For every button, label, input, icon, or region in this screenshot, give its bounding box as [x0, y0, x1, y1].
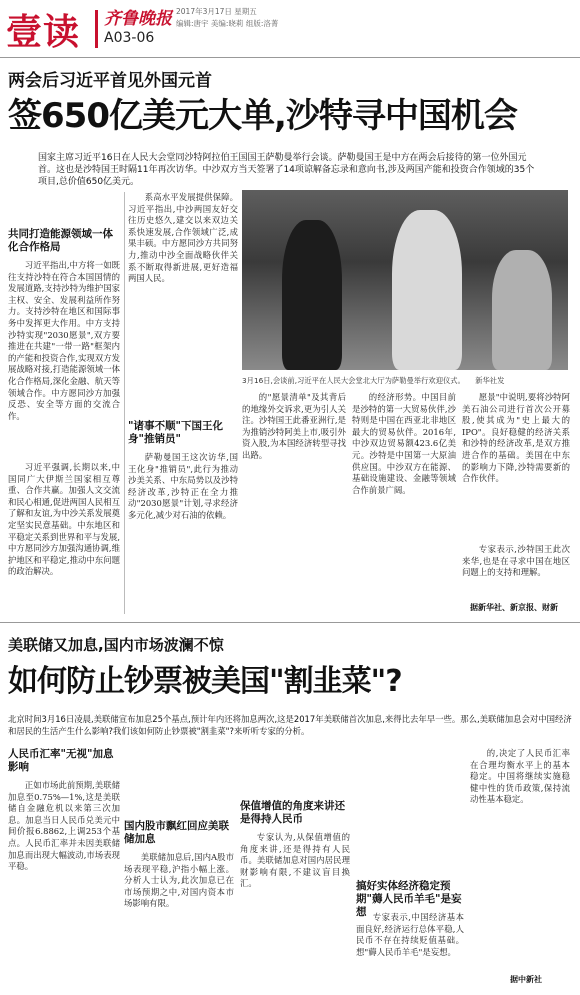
masthead-divider: [95, 10, 98, 48]
masthead-rule: [0, 57, 580, 58]
article2-subhead-stocks: 国内股市飘红回应美联储加息: [124, 820, 229, 845]
article1-lead: 国家主席习近平16日在人民大会堂同沙特阿拉伯王国国王萨勒曼举行会谈。萨勒曼国王是中方在两会后接待的第一位外国元首。这也是沙特国王时隔11年再次访华。中沙双方当天签署了14项谅解备忘录和意向书,涉及两国产能和投资合作领域的35个项目,总价值650亿美元。: [38, 153, 535, 187]
article2-column-2: 美联储加息后,国内A股市场表现平稳,沪指小幅上涨。分析人士认为,此次加息已在市场预期之中,对国内资本市场影响有限。: [124, 852, 234, 909]
article2-column-5: 的,决定了人民币汇率在合理均衡水平上的基本稳定。中国将继续实施稳健中性的货币政策,保持流动性基本稳定。: [470, 748, 570, 805]
editor-credits: 编辑:唐宇 美编:晓莉 组版:洛菁: [176, 19, 279, 28]
article2-column-4: 专家表示,中国经济基本面良好,经济运行总体平稳,人民币不存在持续贬值基础。想"薅人民币羊毛"是妄想。: [356, 912, 464, 957]
article1-source-credit: 据新华社、新京报、财新: [470, 603, 558, 612]
article2-lead: 北京时间3月16日凌晨,美联储宣布加息25个基点,预计年内还将加息两次,这是2017年美联储首次加息,来得比去年早一些。那么,美联储加息会对中国经济和居民的生活产生什么影响?我们该如何防止钞票被"割韭菜"?来听听专家的分析。: [8, 714, 572, 736]
article-divider: [0, 622, 580, 623]
article2-headline: 如何防止钞票被美国"割韭菜"?: [8, 664, 402, 699]
newspaper-logo: 齐鲁晚报: [104, 9, 172, 29]
section-title: 壹读: [6, 12, 81, 53]
masthead: [0, 0, 580, 58]
article1-kicker: 两会后习近平首见外国元首: [8, 71, 212, 91]
photo-figure-right: [492, 250, 552, 370]
article1-column-4: 的经济形势。中国目前是沙特的第一大贸易伙伴,沙特则是中国在西亚北非地区最大的贸易伙伴。2016年,中沙双边贸易额423.6亿美元。沙特是中国第一大原油供应国。中沙双方在能源、基础设施建设、金融等领域合作前景广阔。: [352, 392, 456, 495]
article2-subhead-rmb: 人民币汇率"无视"加息影响: [8, 748, 114, 773]
photo-figure-left: [282, 220, 342, 370]
article1-column-1: 习近平指出,中方将一如既往支持沙特在符合本国国情的发展道路,支持沙特为维护国家主权、安全、发展利益所作努力。支持沙特在地区和国际事务中发挥更大作用。中方支持沙特实现"2030愿景",双方要推进在共建"一带一路"框架内的产能和投资合作,实现双方发展战略对接,打造能源领域一体化合作格局,深化金融、航天等领域合作。中方愿同沙方加强反恐、安全等方面的交流合作。: [8, 260, 120, 421]
article2-subhead-value: 保值增值的角度来讲还是得持人民币: [240, 800, 345, 825]
article1-column-2b: 萨勒曼国王这次访华,国王化身"推销员",此行为推动沙美关系、中东局势以及沙特经济改革,沙特正在全力推动"2030愿景"计划,寻求经济多元化,减少对石油的依赖。: [128, 452, 238, 520]
article1-column-1b: 习近平强调,长期以来,中国同广大伊斯兰国家相互尊重、合作共赢。加强人文交流和民心相通,促进两国人民相互了解和友谊,为中沙关系发展奠定坚实民意基础。中东地区和平稳定关系到世界和平与发展,中方愿同沙方加强沟通协调,维护地区和平稳定,推动中东问题的政治解决。: [8, 462, 120, 577]
article1-subhead-king: "诸事不顺"下国王化身"推销员": [128, 420, 223, 445]
photo-credit: 新华社发: [475, 376, 505, 385]
photo-caption: 3月16日,会谈前,习近平在人民大会堂北大厅为萨勒曼举行欢迎仪式。 新华社发: [242, 376, 505, 385]
article1-headline: 签650亿美元大单,沙特寻中国机会: [8, 96, 517, 136]
article2-subhead-economy: 搞好实体经济稳定预期"薅人民币羊毛"是妄想: [356, 880, 462, 918]
article2-source-credit: 据中新社: [510, 975, 542, 984]
news-photo: [242, 190, 568, 370]
issue-date: 2017年3月17日 星期五: [176, 7, 257, 16]
article1-column-2: 系高水平发展提供保障。习近平指出,中沙两国友好交往历史悠久,建交以来双边关系快速发展,合作领域广泛,成果丰硕。中方愿同沙方共同努力,推动中沙全面战略伙伴关系不断取得新进展,更好造福两国人民。: [128, 192, 238, 284]
photo-figure-center: [392, 210, 462, 370]
article1-column-5: 愿景"中说明,要将沙特阿美石油公司进行首次公开募股,使其成为"史上最大的IPO"。良好稳健的经济关系和沙特的经济改革,是双方推进合作的基础。美国在中东的影响力下降,沙特需要新的合作伙伴。: [462, 392, 570, 484]
page-number: A03-06: [104, 30, 155, 46]
article1-subhead-energy: 共同打造能源领域一体化合作格局: [8, 228, 113, 253]
article2-kicker: 美联储又加息,国内市场波澜不惊: [8, 636, 224, 654]
article1-column-3: 的"愿景清单"及其背后的地缘外交诉求,更为引人关注。沙特国王此番亚洲行,是为推销沙特阿美上市,吸引外资入股,为本国经济转型寻找出路。: [242, 392, 346, 460]
article2-column-3: 专家认为,从保值增值的角度来讲,还是得持有人民币。美联储加息对国内居民理财影响有限,不建议盲目换汇。: [240, 832, 350, 889]
article2-column-1: 正如市场此前预期,美联储加息至0.75%—1%,这是美联储自金融危机以来第三次加息。加息当日人民币兑美元中间价报6.8862,上调253个基点。人民币汇率并未因美联储加息而出现大幅波动,市场表现平稳。: [8, 780, 120, 872]
article1-column-5b: 专家表示,沙特国王此次来华,也是在寻求中国在地区问题上的支持和理解。: [462, 544, 570, 578]
column-rule: [124, 192, 125, 614]
